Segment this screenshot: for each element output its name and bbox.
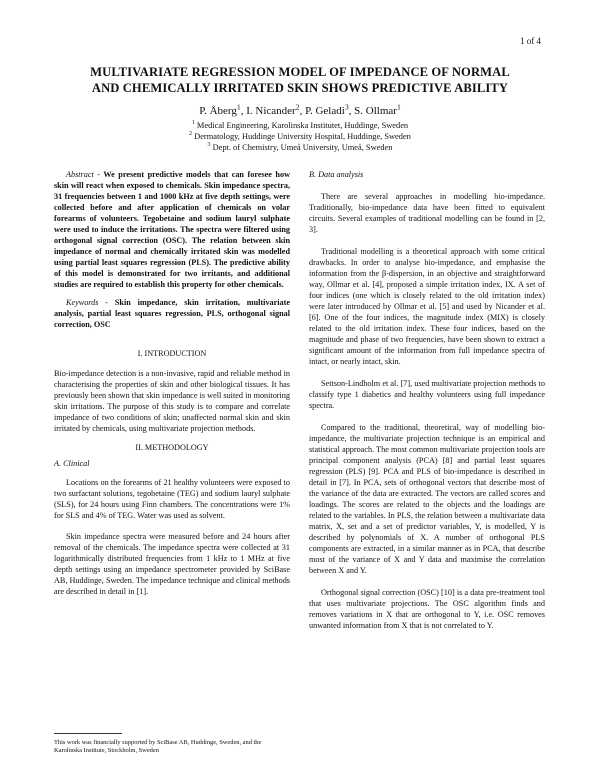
data-paragraph-5: Orthogonal signal correction (OSC) [10] is a data pre-treatment tool that uses multivariate projections. The OSC algorithm finds and removes variations in X that are orthogonal to Y, i.e. OSC removes unwanted information from X that is not correlated to Y. bbox=[309, 588, 545, 630]
author-list: P. Åberg$^1$, I. Nicander$^2$, P. Geladi$^3$, S. Ollmar$^1$ bbox=[199, 102, 401, 117]
author-2: I. Nicander bbox=[246, 105, 296, 117]
data-paragraph-2: Traditional modelling is a theoretical approach with some critical drawbacks. In order to analyse bio-impedance, and emphasise the information from the β-dispersion, in an objective and straightforward way, Ollmar et al. [4], proposed a simple irritation index, IX. A set of four indices (one which is closely related to the old irritation index) were later introduced by Ollmar et al. [5] and used by Nicander et al. [6]. One of the four indices, the magnitude index (MIX) is closely related to the old irritation index. These four indices, based on the magnitude and phase of two frequencies, have been shown to extract a significant amount of the information from full impedance spectra of intact, or nearly intact, skin. bbox=[309, 247, 545, 366]
right-column bbox=[309, 169, 545, 631]
data-analysis-heading: B. Data analysis bbox=[309, 170, 364, 179]
page-number: 1 of 4 bbox=[520, 36, 541, 46]
author-3: P. Geladi bbox=[305, 105, 345, 117]
footnote-divider bbox=[54, 733, 122, 734]
author-1: P. Åberg bbox=[199, 105, 237, 117]
title-line-2: AND CHEMICALLY IRRITATED SKIN SHOWS PREDICTIVE ABILITY bbox=[91, 81, 509, 95]
clinical-paragraph-2: Skin impedance spectra were measured before and 24 hours after removal of the chemicals. The impedance spectra were collected at 31 logarithmically distributed frequencies from 1 kHz to 1 MHz at five depth settings using an impedance spectrometer provided by SciBase AB, Huddinge, Sweden. The impedance technique and clinical methods are described in detail in [1]. bbox=[54, 532, 290, 596]
methodology-heading: II. METHODOLOGY bbox=[135, 443, 209, 452]
left-column bbox=[54, 169, 290, 597]
affiliation-3: $^3$ Dept. of Chemistry, Umeå University, Umeå, Sweden bbox=[207, 142, 393, 152]
author-4: S. Ollmar bbox=[354, 105, 397, 117]
paper-title bbox=[50, 64, 550, 96]
introduction-text: Bio-impedance detection is a non-invasive, rapid and reliable method in characterising the properties of skin and other biological tissues. It has previously been shown that skin impedance is well suited in monitoring skin irritations. The purpose of this study is to compare and correlate impedance of two conditions of skin; unaffected normal skin and skin irritated by chemicals, using multivariate projection methods. bbox=[54, 369, 290, 433]
clinical-heading: A. Clinical bbox=[54, 459, 90, 468]
data-paragraph-1: There are several approaches in modelling bio-impedance. Traditionally, bio-impedance data have been fitted to equivalent circuits. Several examples of traditional modelling can be found in [2, 3]. bbox=[309, 192, 545, 234]
title-line-1: MULTIVARIATE REGRESSION MODEL OF IMPEDANCE OF NORMAL bbox=[90, 65, 510, 79]
affiliation-1: $^1$ Medical Engineering, Karolinska Institutet, Huddinge, Sweden bbox=[191, 120, 409, 130]
keywords: Keywords - Skin impedance, skin irritation, multivariate analysis, partial least squares regression, PLS, orthogonal signal correction, OSC bbox=[54, 298, 290, 329]
clinical-paragraph-1: Locations on the forearms of 21 healthy volunteers were exposed to two surfactant solutions, tegobetaine (TEG) and sodium lauryl sulphate (SLS), for 24 hours using Finn chambers. The concentrations were 1% for SLS and 4% of TEG. Water was used as solvent. bbox=[54, 478, 290, 520]
abstract: Abstract - We present predictive models that can foresee how skin will react when exposed to chemicals. Skin impedance spectra, 31 frequencies between 1 and 1000 kHz at five depth settings, were collected before and after application of chemicals on volar forearms of volunteers. Tegobetaine and sodium lauryl sulphate were used to induce the irritations. The spectra were filtered using orthogonal signal correction (OSC). The relation between skin impedance of normal and chemically irritated skin was modelled using partial least squares regression (PLS). The predictive ability of this model is demonstrated for two irritants, and additional studies are required to establish this property for other chemicals. bbox=[54, 170, 290, 289]
affiliation-2: $^2$ Dermatology, Huddinge University Hospital, Huddinge, Sweden bbox=[189, 131, 411, 141]
introduction-heading: I. INTRODUCTION bbox=[137, 349, 207, 358]
data-paragraph-4: Compared to the traditional, theoretical, way of modelling bio-impedance, the multivariate projection technique is an empirical and statistical approach. The most common multivariate projection tools are principal component analysis (PCA) [8] and partial least squares regression (PLS) [9]. PCA and PLS of bio-impedance is described in detail in [7]. In PCA, sets of orthogonal vectors that describe most of the variance of the data are extracted. The vectors are called scores and loadings. The scores are related to the objects and the loadings are related to the variables. In PLS, the relation between a multivariate data matrix, X, set and a set of predictor variables, Y, is modelled, Y is described by polynomials of X. A number of orthogonal PLS components are extracted, in a similar manner as in PCA, that describe most of the variance of X and Y data and maximise the correlation between X and Y. bbox=[309, 423, 545, 575]
footnote: This work was financially supported by SciBase AB, Huddinge, Sweden, and the Karolinska Institute, Stockholm, Sweden bbox=[54, 739, 262, 755]
data-paragraph-3: Settson-Lindholm et al. [7], used multivariate projection methods to classify type 1 diabetics and healthy volunteers using full impedance spectra. bbox=[309, 379, 545, 410]
